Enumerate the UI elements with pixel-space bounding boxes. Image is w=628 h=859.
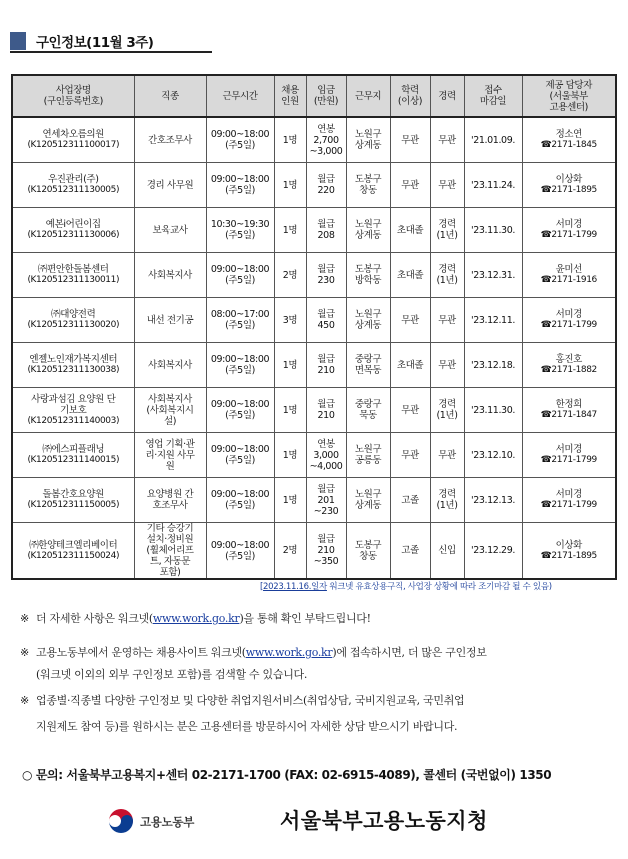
note2-text-b: )에 접속하시면, 더 많은 구인정보 bbox=[332, 646, 487, 659]
row-job: 사회복지사 bbox=[134, 343, 206, 388]
company-name: 사랑과섬김 요양원 단 기보호 bbox=[31, 393, 116, 416]
row-hire: 1명 bbox=[274, 478, 306, 523]
row-deadline: '23.12.31. bbox=[464, 253, 522, 298]
table-footnote: [2023.11.16.일자 워크넷 유효상용구직, 사업장 상황에 따라 조기마감 될 수 있음) bbox=[260, 582, 552, 592]
contact-name: 윤미선 bbox=[555, 264, 582, 275]
contact-name: 홍진호 bbox=[555, 354, 582, 365]
note-employment-center bbox=[20, 690, 610, 738]
note2-text-a: 고용노동부에서 운영하는 채용사이트 워크넷( bbox=[36, 646, 246, 659]
row-deadline: '21.01.09. bbox=[464, 117, 522, 163]
row-education: 무관 bbox=[390, 433, 430, 478]
registration-number: (K120512311150005) bbox=[27, 500, 120, 510]
row-contact-cell bbox=[522, 253, 616, 298]
registration-number: (K120512311130005) bbox=[27, 185, 120, 195]
row-job: 내선 전기공 bbox=[134, 298, 206, 343]
contact-phone: ☎2171-1895 bbox=[540, 185, 597, 195]
row-hire: 1명 bbox=[274, 163, 306, 208]
row-hours: 08:00~17:00 (주5일) bbox=[206, 298, 274, 343]
row-contact-cell bbox=[522, 208, 616, 253]
contact-phone: ☎2171-1882 bbox=[540, 365, 597, 375]
row-location: 노원구 상계동 bbox=[346, 478, 390, 523]
row-job: 보육교사 bbox=[134, 208, 206, 253]
row-contact-cell bbox=[522, 298, 616, 343]
row-education: 초대졸 bbox=[390, 253, 430, 298]
row-location: 도봉구 창동 bbox=[346, 163, 390, 208]
row-company-cell bbox=[12, 253, 134, 298]
row-hire: 2명 bbox=[274, 253, 306, 298]
row-hours: 09:00~18:00 (주5일) bbox=[206, 388, 274, 433]
contact-name: 서미경 bbox=[555, 219, 582, 230]
row-company-cell bbox=[12, 343, 134, 388]
row-hours: 09:00~18:00 (주5일) bbox=[206, 433, 274, 478]
note-mark: ※ bbox=[20, 612, 29, 625]
row-experience: 무관 bbox=[430, 163, 464, 208]
row-deadline: '23.12.11. bbox=[464, 298, 522, 343]
row-contact-cell bbox=[522, 343, 616, 388]
table-row bbox=[12, 478, 616, 523]
note-more-jobs bbox=[20, 642, 610, 686]
row-company-cell bbox=[12, 298, 134, 343]
registration-number: (K120512311130038) bbox=[27, 365, 120, 375]
row-job: 영업 기획·관 리·지원 사무 원 bbox=[134, 433, 206, 478]
header-education: 학력 (이상) bbox=[390, 75, 430, 117]
company-name: ㈜편안한돌봄센터 bbox=[37, 264, 109, 275]
row-deadline: '23.12.18. bbox=[464, 343, 522, 388]
office-name: 서울북부고용노동지청 bbox=[280, 809, 488, 833]
table-row bbox=[12, 343, 616, 388]
registration-number: (K120512311130020) bbox=[27, 320, 120, 330]
note-mark: ※ bbox=[20, 694, 29, 707]
header-hire: 채용 인원 bbox=[274, 75, 306, 117]
contact-phone: ☎2171-1895 bbox=[540, 550, 597, 561]
table-row bbox=[12, 433, 616, 478]
note-mark: ※ bbox=[20, 646, 29, 659]
row-hire: 1명 bbox=[274, 433, 306, 478]
row-deadline: '23.12.10. bbox=[464, 433, 522, 478]
row-hire: 1명 bbox=[274, 343, 306, 388]
row-experience: 무관 bbox=[430, 343, 464, 388]
row-deadline: '23.11.30. bbox=[464, 388, 522, 433]
row-job: 경리 사무원 bbox=[134, 163, 206, 208]
registration-number: (K120512311130006) bbox=[27, 230, 120, 240]
row-location: 중랑구 면목동 bbox=[346, 343, 390, 388]
registration-number: (K120512311130011) bbox=[27, 275, 120, 285]
ministry-logo-icon bbox=[108, 808, 134, 834]
contact-phone: ☎2171-1799 bbox=[540, 320, 597, 330]
row-hours: 09:00~18:00 (주5일) bbox=[206, 523, 274, 580]
row-education: 무관 bbox=[390, 117, 430, 163]
page-title-block bbox=[10, 30, 212, 52]
row-deadline: '23.12.29. bbox=[464, 523, 522, 580]
row-job: 사회복지사 bbox=[134, 253, 206, 298]
row-company-cell bbox=[12, 163, 134, 208]
row-hire: 1명 bbox=[274, 208, 306, 253]
note-worknet bbox=[20, 608, 610, 630]
contact-name: 서미경 bbox=[555, 444, 582, 455]
row-experience: 경력 (1년) bbox=[430, 253, 464, 298]
row-hours: 09:00~18:00 (주5일) bbox=[206, 343, 274, 388]
row-company-cell bbox=[12, 523, 134, 580]
row-job: 간호조무사 bbox=[134, 117, 206, 163]
table-row bbox=[12, 208, 616, 253]
note2-line2: (워크넷 이외의 외부 구인정보 포함)를 검색할 수 있습니다. bbox=[36, 668, 308, 681]
row-experience: 무관 bbox=[430, 298, 464, 343]
title-accent-bar bbox=[10, 32, 26, 50]
inquiry-contact: ○ 문의: 서울북부고용복지+센터 02-2171-1700 (FAX: 02-6915-4089), 콜센터 (국번없이) 1350 bbox=[22, 768, 552, 782]
row-education: 초대졸 bbox=[390, 343, 430, 388]
row-experience: 경력 (1년) bbox=[430, 208, 464, 253]
row-deadline: '23.11.30. bbox=[464, 208, 522, 253]
row-wage: 월급 210 bbox=[306, 388, 346, 433]
row-education: 초대졸 bbox=[390, 208, 430, 253]
row-hire: 2명 bbox=[274, 523, 306, 580]
row-hire: 1명 bbox=[274, 388, 306, 433]
registration-number: (K120512311140015) bbox=[27, 455, 120, 465]
row-education: 고졸 bbox=[390, 478, 430, 523]
row-wage: 월급 208 bbox=[306, 208, 346, 253]
company-name: ㈜에스피플래닝 bbox=[42, 444, 105, 455]
row-wage: 월급 450 bbox=[306, 298, 346, 343]
row-contact-cell bbox=[522, 523, 616, 580]
row-job: 사회복지사 (사회복지시 설) bbox=[134, 388, 206, 433]
row-hire: 3명 bbox=[274, 298, 306, 343]
table-row bbox=[12, 523, 616, 580]
row-location: 노원구 공릉동 bbox=[346, 433, 390, 478]
row-hours: 09:00~18:00 (주5일) bbox=[206, 253, 274, 298]
header-deadline: 접수 마감일 bbox=[464, 75, 522, 117]
row-wage: 월급 220 bbox=[306, 163, 346, 208]
row-wage: 연봉 3,000 ~4,000 bbox=[306, 433, 346, 478]
row-location: 중랑구 묵동 bbox=[346, 388, 390, 433]
row-company-cell bbox=[12, 433, 134, 478]
row-contact-cell bbox=[522, 117, 616, 163]
header-job: 직종 bbox=[134, 75, 206, 117]
table-row bbox=[12, 388, 616, 433]
page-title: 구인정보(11월 3주) bbox=[36, 35, 154, 51]
company-name: 돌봄간호요양원 bbox=[42, 489, 104, 500]
ministry-name: 고용노동부 bbox=[140, 815, 195, 829]
company-name: 예본i어린이집 bbox=[45, 219, 101, 230]
table-row bbox=[12, 163, 616, 208]
row-experience: 무관 bbox=[430, 433, 464, 478]
row-contact-cell bbox=[522, 478, 616, 523]
row-wage: 월급 210 bbox=[306, 343, 346, 388]
header-location: 근무지 bbox=[346, 75, 390, 117]
row-job: 기타 승강기 설치·정비원 (휠체어리프 트, 자동문 포함) bbox=[134, 523, 206, 580]
contact-phone: ☎2171-1845 bbox=[540, 140, 597, 150]
row-education: 무관 bbox=[390, 298, 430, 343]
contact-phone: ☎2171-1916 bbox=[540, 275, 597, 285]
contact-name: 정소연 bbox=[555, 129, 582, 140]
row-education: 고졸 bbox=[390, 523, 430, 580]
contact-phone: ☎2171-1799 bbox=[540, 230, 597, 240]
row-contact-cell bbox=[522, 163, 616, 208]
note3-line2: 지원제도 참여 등)를 원하시는 분은 고용센터를 방문하시어 자세한 상담 받으시기 바랍니다. bbox=[36, 720, 458, 733]
row-contact-cell bbox=[522, 433, 616, 478]
contact-name: 서미경 bbox=[555, 309, 582, 320]
header-company: 사업장명 (구인등록번호) bbox=[12, 75, 134, 117]
worknet-link[interactable]: www.work.go.kr bbox=[152, 612, 240, 625]
header-hours: 근무시간 bbox=[206, 75, 274, 117]
table-row bbox=[12, 298, 616, 343]
row-experience: 경력 (1년) bbox=[430, 388, 464, 433]
header-wage: 임금 (만원) bbox=[306, 75, 346, 117]
company-name: 연세차오름의원 bbox=[42, 129, 104, 140]
note3-line1: 업종별·직종별 다양한 구인정보 및 다양한 취업지원서비스(취업상담, 국비지원교육, 국민취업 bbox=[36, 694, 465, 707]
row-location: 도봉구 창동 bbox=[346, 523, 390, 580]
row-experience: 무관 bbox=[430, 117, 464, 163]
registration-number: (K120512311140003) bbox=[27, 415, 120, 426]
title-underline bbox=[10, 51, 212, 53]
table-row bbox=[12, 117, 616, 163]
row-education: 무관 bbox=[390, 388, 430, 433]
row-company-cell bbox=[12, 478, 134, 523]
row-job: 요양병원 간 호조무사 bbox=[134, 478, 206, 523]
row-deadline: '23.11.24. bbox=[464, 163, 522, 208]
row-location: 노원구 상계동 bbox=[346, 117, 390, 163]
contact-phone: ☎2171-1847 bbox=[540, 410, 597, 420]
company-name: 엔젤노인재가복지센터 bbox=[29, 354, 118, 365]
row-wage: 월급 210 ~350 bbox=[306, 523, 346, 580]
company-name: 우진관리(주) bbox=[48, 174, 99, 185]
row-education: 무관 bbox=[390, 163, 430, 208]
contact-name: 이상화 bbox=[555, 539, 582, 551]
row-experience: 경력 (1년) bbox=[430, 478, 464, 523]
row-location: 도봉구 방학동 bbox=[346, 253, 390, 298]
row-location: 노원구 상계동 bbox=[346, 298, 390, 343]
contact-name: 한정희 bbox=[555, 399, 582, 410]
row-location: 노원구 상계동 bbox=[346, 208, 390, 253]
row-hours: 09:00~18:00 (주5일) bbox=[206, 117, 274, 163]
row-company-cell bbox=[12, 117, 134, 163]
row-hours: 10:30~19:30 (주5일) bbox=[206, 208, 274, 253]
company-name: ㈜한양테크엘리베이터 bbox=[29, 539, 118, 551]
note1-text-a: 더 자세한 사항은 워크넷( bbox=[36, 612, 153, 625]
footnote-text: 워크넷 유효상용구직, 사업장 상황에 따라 조기마감 될 수 있음) bbox=[326, 582, 552, 592]
table-row bbox=[12, 253, 616, 298]
row-wage: 월급 230 bbox=[306, 253, 346, 298]
row-hours: 09:00~18:00 (주5일) bbox=[206, 163, 274, 208]
header-contact: 제공 담당자 (서울북부 고용센터) bbox=[522, 75, 616, 117]
worknet-link[interactable]: www.work.go.kr bbox=[245, 646, 333, 659]
header-experience: 경력 bbox=[430, 75, 464, 117]
company-name: ㈜대양전력 bbox=[51, 309, 96, 320]
footnote-date: 2023.11.16.일자 bbox=[263, 582, 327, 592]
note1-text-b: )을 통해 확인 부탁드립니다! bbox=[239, 612, 371, 625]
registration-number: (K120512311150024) bbox=[27, 550, 120, 561]
contact-phone: ☎2171-1799 bbox=[540, 500, 597, 510]
row-wage: 연봉 2,700 ~3,000 bbox=[306, 117, 346, 163]
contact-name: 이상화 bbox=[555, 174, 582, 185]
contact-phone: ☎2171-1799 bbox=[540, 455, 597, 465]
row-company-cell bbox=[12, 208, 134, 253]
row-hire: 1명 bbox=[274, 117, 306, 163]
row-hours: 09:00~18:00 (주5일) bbox=[206, 478, 274, 523]
row-experience: 신입 bbox=[430, 523, 464, 580]
table-header-row bbox=[12, 75, 616, 117]
contact-name: 서미경 bbox=[555, 489, 582, 500]
row-deadline: '23.12.13. bbox=[464, 478, 522, 523]
row-wage: 월급 201 ~230 bbox=[306, 478, 346, 523]
row-contact-cell bbox=[522, 388, 616, 433]
registration-number: (K120512311100017) bbox=[27, 140, 120, 150]
job-listings-table bbox=[11, 74, 617, 580]
row-company-cell bbox=[12, 388, 134, 433]
